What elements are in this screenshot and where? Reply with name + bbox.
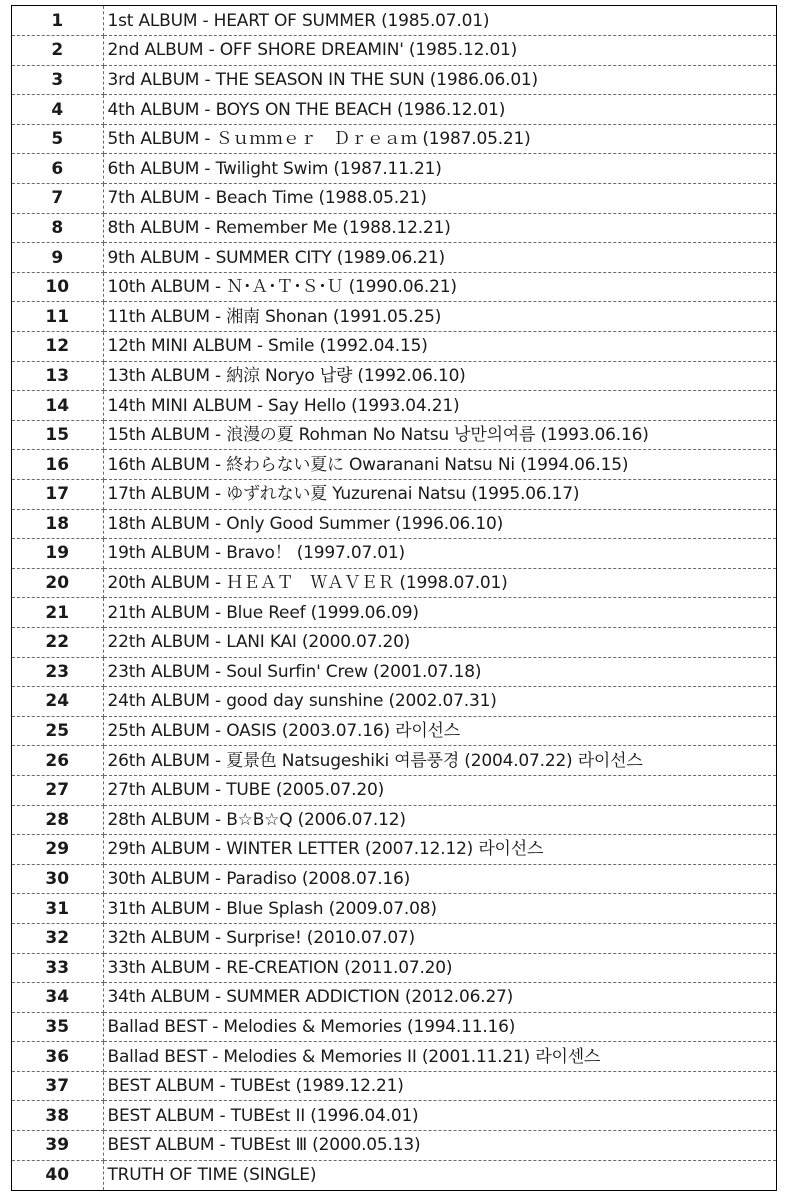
table-row[interactable]	[12, 1160, 776, 1190]
album-title: BEST ALBUM - TUBEst (1989.12.21)	[103, 1071, 776, 1101]
table-row[interactable]	[12, 716, 776, 746]
album-title: 11th ALBUM - 湘南 Shonan (1991.05.25)	[103, 302, 776, 332]
album-title: 4th ALBUM - BOYS ON THE BEACH (1986.12.01)	[103, 95, 776, 125]
row-number: 16	[12, 450, 103, 480]
album-title: 1st ALBUM - HEART OF SUMMER (1985.07.01)	[103, 6, 776, 36]
album-title: 14th MINI ALBUM - Say Hello (1993.04.21)	[103, 391, 776, 421]
album-title: 15th ALBUM - 浪漫の夏 Rohman No Natsu 낭만의여름 (1993.06.16)	[103, 420, 776, 450]
row-number: 27	[12, 775, 103, 805]
album-title: 9th ALBUM - SUMMER CITY (1989.06.21)	[103, 243, 776, 273]
table-row[interactable]	[12, 805, 776, 835]
row-number: 2	[12, 36, 103, 66]
table-row[interactable]	[12, 36, 776, 66]
table-row[interactable]	[12, 1101, 776, 1131]
row-number: 17	[12, 480, 103, 510]
table-row[interactable]	[12, 391, 776, 421]
album-title: 25th ALBUM - OASIS (2003.07.16) 라이선스	[103, 716, 776, 746]
table-row[interactable]	[12, 154, 776, 184]
album-title: 18th ALBUM - Only Good Summer (1996.06.10)	[103, 509, 776, 539]
album-title: 5th ALBUM - Ｓｕｍｍｅｒ Ｄｒｅａｍ (1987.05.21)	[103, 124, 776, 154]
album-title: 32th ALBUM - Surprise! (2010.07.07)	[103, 923, 776, 953]
row-number: 15	[12, 420, 103, 450]
row-number: 32	[12, 923, 103, 953]
album-title: 31th ALBUM - Blue Splash (2009.07.08)	[103, 894, 776, 924]
table-row[interactable]	[12, 95, 776, 125]
album-title: 8th ALBUM - Remember Me (1988.12.21)	[103, 213, 776, 243]
album-title: 7th ALBUM - Beach Time (1988.05.21)	[103, 184, 776, 214]
table-row[interactable]	[12, 864, 776, 894]
table-row[interactable]	[12, 1012, 776, 1042]
album-title: 33th ALBUM - RE-CREATION (2011.07.20)	[103, 953, 776, 983]
row-number: 38	[12, 1101, 103, 1131]
row-number: 4	[12, 95, 103, 125]
row-number: 21	[12, 598, 103, 628]
row-number: 31	[12, 894, 103, 924]
album-title: 17th ALBUM - ゆずれない夏 Yuzurenai Natsu (1995.06.17)	[103, 480, 776, 510]
row-number: 10	[12, 272, 103, 302]
album-title: 3rd ALBUM - THE SEASON IN THE SUN (1986.06.01)	[103, 65, 776, 95]
album-title: 29th ALBUM - WINTER LETTER (2007.12.12) 라이선스	[103, 835, 776, 865]
album-title: 13th ALBUM - 納涼 Noryo 납량 (1992.06.10)	[103, 361, 776, 391]
table-row[interactable]	[12, 65, 776, 95]
table-row[interactable]	[12, 1071, 776, 1101]
album-table-body	[12, 6, 776, 1190]
album-title: 34th ALBUM - SUMMER ADDICTION (2012.06.27)	[103, 983, 776, 1013]
table-row[interactable]	[12, 923, 776, 953]
row-number: 20	[12, 568, 103, 598]
album-title: 6th ALBUM - Twilight Swim (1987.11.21)	[103, 154, 776, 184]
table-row[interactable]	[12, 124, 776, 154]
table-row[interactable]	[12, 775, 776, 805]
album-title: Ballad BEST - Melodies & Memories (1994.11.16)	[103, 1012, 776, 1042]
row-number: 28	[12, 805, 103, 835]
row-number: 22	[12, 627, 103, 657]
row-number: 39	[12, 1131, 103, 1161]
album-title: 30th ALBUM - Paradiso (2008.07.16)	[103, 864, 776, 894]
table-row[interactable]	[12, 835, 776, 865]
row-number: 9	[12, 243, 103, 273]
table-row[interactable]	[12, 332, 776, 362]
album-title: 16th ALBUM - 終わらない夏に Owaranani Natsu Ni (1994.06.15)	[103, 450, 776, 480]
row-number: 6	[12, 154, 103, 184]
row-number: 30	[12, 864, 103, 894]
album-title: 22th ALBUM - LANI KAI (2000.07.20)	[103, 627, 776, 657]
album-title: 26th ALBUM - 夏景色 Natsugeshiki 여름풍경 (2004.07.22) 라이선스	[103, 746, 776, 776]
album-title: 21th ALBUM - Blue Reef (1999.06.09)	[103, 598, 776, 628]
album-title: 28th ALBUM - B☆B☆Q (2006.07.12)	[103, 805, 776, 835]
row-number: 23	[12, 657, 103, 687]
album-title: 24th ALBUM - good day sunshine (2002.07.31)	[103, 687, 776, 717]
table-row[interactable]	[12, 1131, 776, 1161]
table-row[interactable]	[12, 480, 776, 510]
album-table	[12, 6, 776, 1190]
row-number: 40	[12, 1160, 103, 1190]
album-title: TRUTH OF TIME (SINGLE)	[107, 1165, 317, 1186]
table-row[interactable]	[12, 243, 776, 273]
row-number: 3	[12, 65, 103, 95]
album-title: 27th ALBUM - TUBE (2005.07.20)	[103, 775, 776, 805]
table-row[interactable]	[12, 1042, 776, 1072]
album-title: 10th ALBUM - Ｎ･Ａ･Ｔ･Ｓ･Ｕ (1990.06.21)	[103, 272, 776, 302]
table-row[interactable]	[12, 657, 776, 687]
table-row[interactable]	[12, 272, 776, 302]
table-row[interactable]	[12, 184, 776, 214]
row-number: 37	[12, 1071, 103, 1101]
row-number: 7	[12, 184, 103, 214]
album-title: BEST ALBUM - TUBEst II (1996.04.01)	[103, 1101, 776, 1131]
table-row[interactable]	[12, 361, 776, 391]
table-row[interactable]	[12, 598, 776, 628]
album-title: 12th MINI ALBUM - Smile (1992.04.15)	[103, 332, 776, 362]
row-number: 13	[12, 361, 103, 391]
row-number: 26	[12, 746, 103, 776]
table-row[interactable]	[12, 302, 776, 332]
row-number: 19	[12, 539, 103, 569]
table-row[interactable]	[12, 420, 776, 450]
table-row[interactable]	[12, 687, 776, 717]
table-row[interactable]	[12, 746, 776, 776]
row-number: 14	[12, 391, 103, 421]
album-title: Ballad BEST - Melodies & Memories II (2001.11.21) 라이센스	[103, 1042, 776, 1072]
row-number: 36	[12, 1042, 103, 1072]
album-title: 2nd ALBUM - OFF SHORE DREAMIN' (1985.12.01)	[103, 36, 776, 66]
row-number: 29	[12, 835, 103, 865]
table-row[interactable]	[12, 983, 776, 1013]
row-number: 34	[12, 983, 103, 1013]
row-number: 18	[12, 509, 103, 539]
album-title: 23th ALBUM - Soul Surfin' Crew (2001.07.18)	[103, 657, 776, 687]
album-title: 20th ALBUM - ＨＥＡＴ ＷＡＶＥＲ (1998.07.01)	[103, 568, 776, 598]
table-row[interactable]	[12, 627, 776, 657]
table-row[interactable]	[12, 213, 776, 243]
row-number: 8	[12, 213, 103, 243]
album-title: 19th ALBUM - Bravo！ (1997.07.01)	[103, 539, 776, 569]
table-row[interactable]	[12, 894, 776, 924]
table-row[interactable]	[12, 568, 776, 598]
row-number: 33	[12, 953, 103, 983]
table-row[interactable]	[12, 450, 776, 480]
album-list-sheet	[11, 5, 777, 1191]
row-number: 12	[12, 332, 103, 362]
row-number: 25	[12, 716, 103, 746]
row-number: 11	[12, 302, 103, 332]
row-number: 5	[12, 124, 103, 154]
album-title: BEST ALBUM - TUBEst Ⅲ (2000.05.13)	[103, 1131, 776, 1161]
table-row[interactable]	[12, 6, 776, 36]
table-row[interactable]	[12, 539, 776, 569]
row-number: 35	[12, 1012, 103, 1042]
table-row[interactable]	[12, 509, 776, 539]
row-number: 1	[12, 6, 103, 36]
table-row[interactable]	[12, 953, 776, 983]
row-number: 24	[12, 687, 103, 717]
